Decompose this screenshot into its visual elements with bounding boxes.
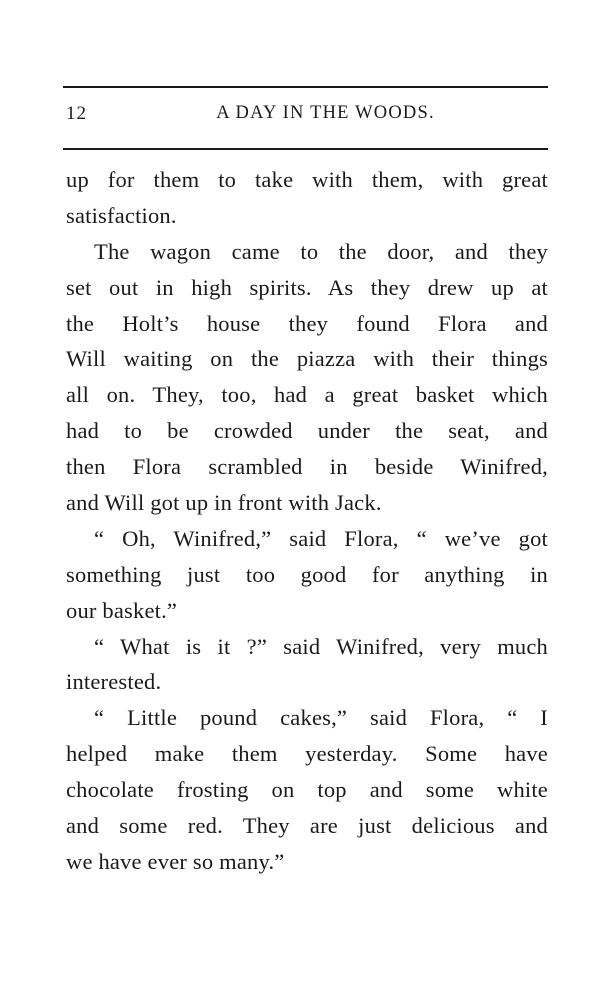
text-line: satisfaction. bbox=[66, 202, 177, 228]
text-line: we have ever so many.” bbox=[66, 848, 285, 874]
text-line: then Flora scrambled in beside Winifred, bbox=[66, 454, 548, 480]
text-line: “ Oh, Winifred,” said Flora, “ we’ve got bbox=[94, 525, 548, 551]
text-line: chocolate frosting on top and some white bbox=[66, 777, 548, 803]
text-line: interested. bbox=[66, 669, 162, 695]
page-number: 12 bbox=[66, 103, 87, 124]
text-line: had to be crowded under the seat, and bbox=[66, 418, 548, 444]
text-line: and some red. They are just delicious and bbox=[66, 813, 548, 839]
text-line: The wagon came to the door, and they bbox=[94, 238, 548, 264]
page-header bbox=[63, 103, 548, 131]
header-rule-bottom bbox=[63, 148, 548, 150]
text-line: the Holt’s house they found Flora and bbox=[66, 310, 548, 336]
text-line: helped make them yesterday. Some have bbox=[66, 741, 548, 767]
text-line: something just too good for anything in bbox=[66, 561, 548, 587]
text-line: our basket.” bbox=[66, 597, 178, 623]
text-line: Will waiting on the piazza with their things bbox=[66, 346, 548, 372]
header-rule-top bbox=[63, 86, 548, 88]
body-text bbox=[66, 162, 548, 880]
text-line: and Will got up in front with Jack. bbox=[66, 490, 382, 516]
text-line: all on. They, too, had a great basket which bbox=[66, 382, 548, 408]
text-line: “ What is it ?” said Winifred, very much bbox=[94, 633, 548, 659]
text-line: “ Little pound cakes,” said Flora, “ I bbox=[94, 705, 548, 731]
running-title: A DAY IN THE WOODS. bbox=[216, 103, 435, 123]
text-line: set out in high spirits. As they drew up at bbox=[66, 274, 548, 300]
text-line: up for them to take with them, with great bbox=[66, 167, 548, 192]
